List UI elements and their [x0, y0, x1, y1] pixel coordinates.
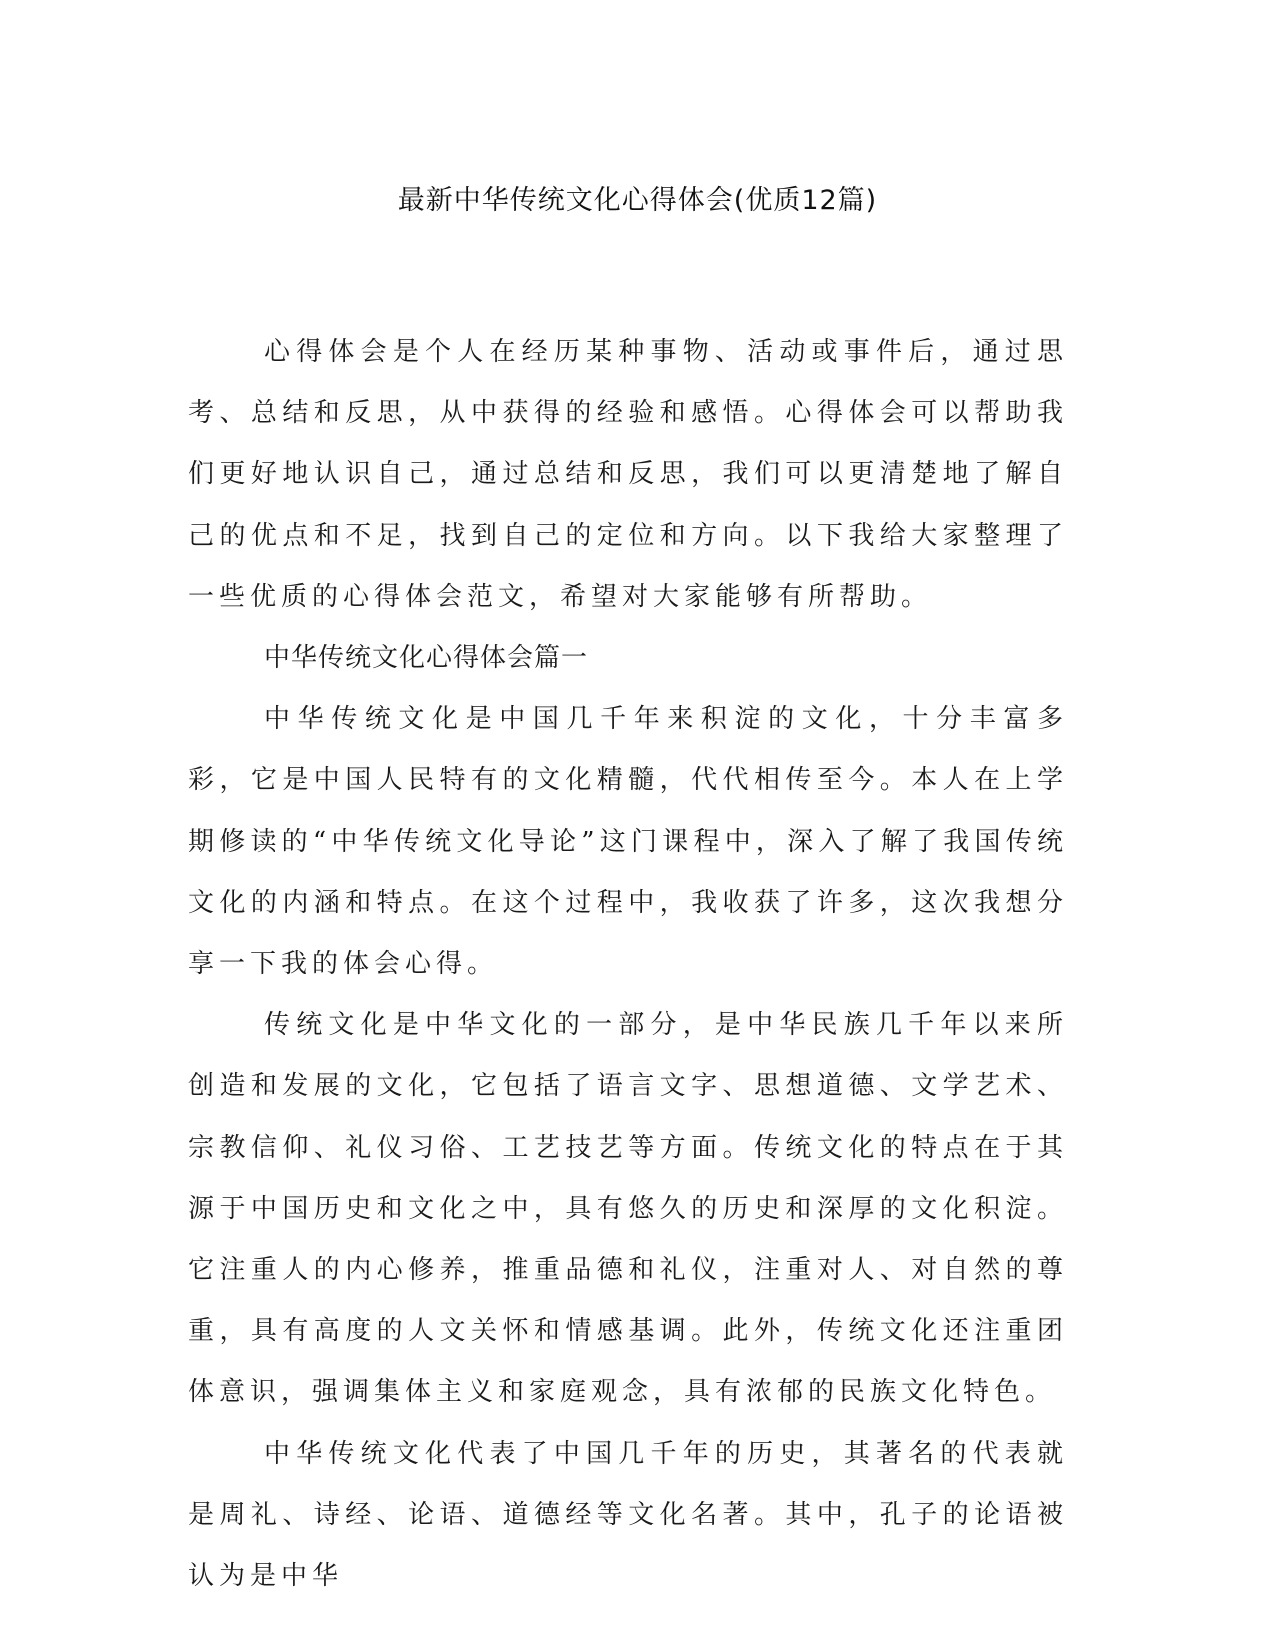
body-paragraph-3: 中华传统文化代表了中国几千年的历史，其著名的代表就是周礼、诗经、论语、道德经等文化名著。其中，孔子的论语被认为是中华	[188, 1438, 1068, 1592]
document-body	[188, 322, 1068, 1607]
section-heading: 中华传统文化心得体会篇一	[264, 643, 589, 674]
body-paragraph-1: 中华传统文化是中国几千年来积淀的文化，十分丰富多彩，它是中国人民特有的文化精髓，代代相传至今。本人在上学期修读的“中华传统文化导论”这门课程中，深入了解了我国传统文化的内涵和特点。在这个过程中，我收获了许多，这次我想分享一下我的体会心得。	[188, 704, 1068, 980]
intro-paragraph: 心得体会是个人在经历某种事物、活动或事件后，通过思考、总结和反思，从中获得的经验和感悟。心得体会可以帮助我们更好地认识自己，通过总结和反思，我们可以更清楚地了解自己的优点和不足，找到自己的定位和方向。以下我给大家整理了一些优质的心得体会范文，希望对大家能够有所帮助。	[188, 337, 1068, 612]
body-paragraph-2: 传统文化是中华文化的一部分，是中华民族几千年以来所创造和发展的文化，它包括了语言文字、思想道德、文学艺术、宗教信仰、礼仪习俗、工艺技艺等方面。传统文化的特点在于其源于中国历史和文化之中，具有悠久的历史和深厚的文化积淀。它注重人的内心修养，推重品德和礼仪，注重对人、对自然的尊重，具有高度的人文关怀和情感基调。此外，传统文化还注重团体意识，强调集体主义和家庭观念，具有浓郁的民族文化特色。	[188, 1010, 1068, 1408]
document-title: 最新中华传统文化心得体会(优质12篇)	[397, 185, 878, 216]
